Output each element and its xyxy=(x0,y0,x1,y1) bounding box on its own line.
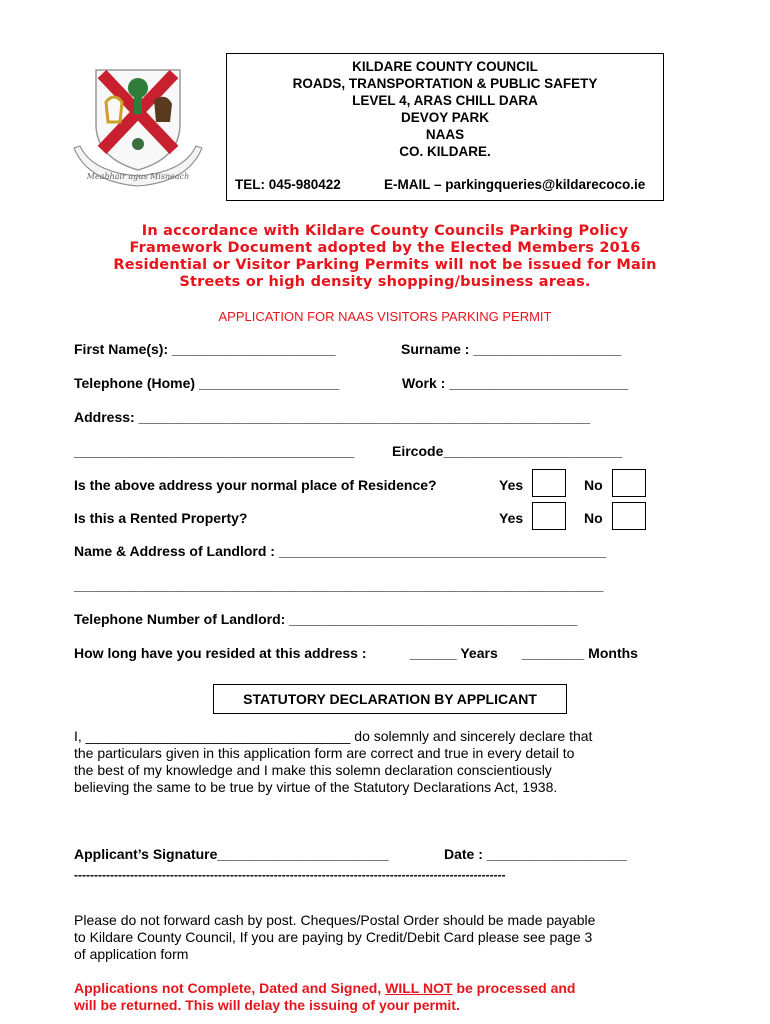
warning-text-a: Applications not Complete, Dated and Signed, xyxy=(74,980,382,996)
landlord-telephone-field[interactable]: Telephone Number of Landlord: _____________________________________ xyxy=(74,611,578,627)
council-crest-logo xyxy=(68,62,208,190)
surname-field[interactable]: Surname : ___________________ xyxy=(401,341,622,357)
eircode-field[interactable]: Eircode_______________________ xyxy=(392,443,623,459)
address-county: CO. KILDARE. xyxy=(399,144,491,159)
residence-question: Is the above address your normal place of Residence? xyxy=(74,477,437,493)
rented-question: Is this a Rented Property? xyxy=(74,510,248,526)
council-telephone: TEL: 045-980422 xyxy=(235,177,341,192)
declaration-line-2: the particulars given in this application form are correct and true in every detail to xyxy=(74,745,575,761)
rented-yes-label: Yes xyxy=(499,510,524,526)
residence-no-checkbox[interactable] xyxy=(612,469,646,497)
dashed-separator: ------------------------------------------------------------------------------------------------------------ xyxy=(74,868,506,882)
department-name: ROADS, TRANSPORTATION & PUBLIC SAFETY xyxy=(292,76,598,91)
policy-notice-line-1: In accordance with Kildare County Councils Parking Policy xyxy=(141,223,629,239)
payment-note-line-2: to Kildare County Council, If you are paying by Credit/Debit Card please see page 3 xyxy=(74,929,593,945)
declaration-line-4: believing the same to be true by virtue of the Statutory Declarations Act, 1938. xyxy=(74,779,558,795)
payment-note-line-1: Please do not forward cash by post. Cheques/Postal Order should be made payable xyxy=(74,912,596,928)
warning-text-c: be processed and xyxy=(456,980,576,996)
crest-horse xyxy=(154,97,172,122)
council-name: KILDARE COUNTY COUNCIL xyxy=(352,59,538,74)
address-level: LEVEL 4, ARAS CHILL DARA xyxy=(352,93,538,108)
address-field[interactable]: Address: __________________________________________________________ xyxy=(74,409,591,425)
warning-will-not: WILL NOT xyxy=(385,980,453,996)
completion-warning-line-1 xyxy=(74,980,575,996)
work-phone-field[interactable]: Work : _______________________ xyxy=(402,375,629,391)
residence-years-field[interactable]: ______ Years xyxy=(410,645,498,661)
statutory-declaration-heading: STATUTORY DECLARATION BY APPLICANT xyxy=(213,684,567,714)
residence-yes-label: Yes xyxy=(499,477,524,493)
residence-duration-label: How long have you resided at this address : xyxy=(74,645,367,661)
declaration-line-1: I, __________________________________ do solemnly and sincerely declare that xyxy=(74,728,593,744)
crest-motto-text: Meabhair agus Misneach xyxy=(86,172,190,181)
residence-months-field[interactable]: ________ Months xyxy=(522,645,638,661)
completion-warning-line-2: will be returned. This will delay the issuing of your permit. xyxy=(74,997,460,1013)
payment-note-line-3: of application form xyxy=(74,946,189,962)
declaration-date-field[interactable]: Date : __________________ xyxy=(444,846,627,862)
rented-yes-checkbox[interactable] xyxy=(532,502,566,530)
council-address-box xyxy=(226,53,664,201)
policy-notice-line-2: Framework Document adopted by the Elected Members 2016 xyxy=(129,240,641,256)
first-name-field[interactable]: First Name(s): _____________________ xyxy=(74,341,336,357)
residence-yes-checkbox[interactable] xyxy=(532,469,566,497)
applicant-signature-field[interactable]: Applicant’s Signature______________________ xyxy=(74,846,389,862)
form-title: APPLICATION FOR NAAS VISITORS PARKING PERMIT xyxy=(218,309,552,324)
rented-no-checkbox[interactable] xyxy=(612,502,646,530)
landlord-name-address-field[interactable]: Name & Address of Landlord : __________________________________________ xyxy=(74,543,606,559)
address-line-2-field[interactable]: ____________________________________ xyxy=(74,443,355,459)
rented-no-label: No xyxy=(584,510,603,526)
crest-tree-crown xyxy=(128,78,148,98)
residence-no-label: No xyxy=(584,477,603,493)
council-email: E-MAIL – parkingqueries@kildarecoco.ie xyxy=(384,177,646,192)
policy-notice-line-4: Streets or high density shopping/business areas. xyxy=(179,274,591,290)
telephone-home-field[interactable]: Telephone (Home) __________________ xyxy=(74,375,340,391)
landlord-address-line-2-field[interactable]: ____________________________________________________________________ xyxy=(74,577,604,593)
crest-acorn xyxy=(132,138,144,150)
declaration-line-3: the best of my knowledge and I make this solemn declaration conscientiously xyxy=(74,762,552,778)
address-town: NAAS xyxy=(425,127,465,142)
address-street: DEVOY PARK xyxy=(400,110,490,125)
policy-notice-line-3: Residential or Visitor Parking Permits will not be issued for Main xyxy=(113,257,657,273)
